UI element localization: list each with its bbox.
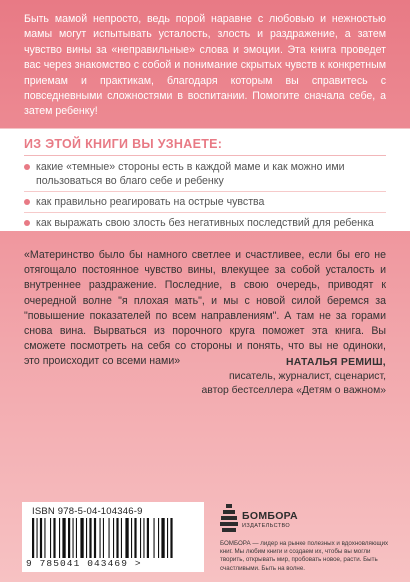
barcode-bar <box>143 518 144 558</box>
learn-title: ИЗ ЭТОЙ КНИГИ ВЫ УЗНАЕТЕ: <box>24 137 223 151</box>
barcode-bar <box>103 518 104 558</box>
barcode-bar <box>140 518 141 558</box>
barcode-bar <box>131 518 132 558</box>
barcode-bar <box>121 518 122 558</box>
barcode-bar <box>113 518 114 558</box>
isbn-text: ISBN 978-5-04-104346-9 <box>32 506 143 517</box>
learn-item-text: как правильно реагировать на острые чувства <box>36 196 265 208</box>
bullet-icon <box>24 164 30 170</box>
quote-paragraph: «Материнство было бы намного светлее и счастливее, если бы его не отягощало постоянное чувство вины, влекущее за собой усталость и внутреннее раздражение. Последние, в свою очередь, приводят к очередной волне "я плохая мать", и мы с новой силой беремся за "повышение показателей по всем направлениям". А там не за горами снова вина. Вырваться из порочного круга поможет эта книга. Вы сможете посмотреть на себя со стороны и понять, что вы не одиноки, это происходит со всеми нами» <box>24 249 386 368</box>
barcode-bar <box>37 518 38 558</box>
barcode-bar <box>116 518 118 558</box>
learn-list <box>24 157 386 233</box>
barcode-bar <box>73 518 74 558</box>
barcode-bar <box>68 518 70 558</box>
barcode-digits: 9 785041 043469 > <box>26 558 142 569</box>
barcode-bar <box>147 518 149 558</box>
barcode-bar <box>109 518 110 558</box>
learn-divider <box>24 155 386 156</box>
learn-item <box>24 213 386 233</box>
bullet-icon <box>24 220 30 226</box>
barcode-bar <box>161 518 164 558</box>
barcode-bar <box>154 518 155 558</box>
learn-item-text: как выражать свою злость без негативных последствий для ребенка <box>36 217 374 229</box>
learn-item <box>24 192 386 213</box>
barcode-bar <box>32 518 34 558</box>
barcode-bar <box>80 518 83 558</box>
author-name: НАТАЛЬЯ РЕМИШ, <box>285 357 386 368</box>
barcode-bar <box>158 518 159 558</box>
barcode-bar <box>40 518 42 558</box>
barcode-bar <box>50 518 51 558</box>
intro-paragraph: Быть мамой непросто, ведь порой наравне с любовью и нежностью мамы могут испытывать усталость, злость и раздражение, а затем чувство вины за «неправильные» слова и эмоции. Эта книга проведет вас через знакомство с собой и понимание скрытых чувств к конкретным приемам и практикам, благодаря которым вы справитесь с повседневными сложностями в воспитании. Помогите сначала себе, а затем ребенку! <box>24 13 386 118</box>
barcode-bar <box>86 518 87 558</box>
learn-panel <box>0 128 410 231</box>
barcode-bars <box>30 518 196 558</box>
barcode-block <box>22 502 204 572</box>
bullet-icon <box>24 199 30 205</box>
barcode-bar <box>94 518 96 558</box>
barcode-bar <box>125 518 128 558</box>
barcode-bar <box>89 518 91 558</box>
barcode-bar <box>59 518 60 558</box>
learn-item-text: какие «темные» стороны есть в каждой маме и как можно ими пользоваться во благо себе и ребенку <box>36 161 345 187</box>
publisher-mark-icon <box>220 504 238 532</box>
barcode-bar <box>100 518 101 558</box>
barcode-bar <box>53 518 55 558</box>
barcode-bar <box>167 518 168 558</box>
publisher-subtitle: ИЗДАТЕЛЬСТВО <box>242 523 291 529</box>
barcode-bar <box>44 518 45 558</box>
author-note: автор бестселлера «Детям о важном» <box>201 385 386 396</box>
barcode-bar <box>134 518 136 558</box>
author-role: писатель, журналист, сценарист, <box>229 371 386 382</box>
learn-item <box>24 157 386 192</box>
barcode-bar <box>62 518 65 558</box>
attribution <box>86 356 386 398</box>
barcode-bar <box>170 518 172 558</box>
publisher-tagline: БОМБОРА — лидер на рынке полезных и вдохновляющих книг. Мы любим книги и создаем их, чтобы вы могли творить, открывать мир, пробовать новое, расти. Быть счастливыми. Быть на волне. <box>220 540 389 572</box>
publisher-name: БОМБОРА <box>242 510 298 522</box>
barcode-bar <box>76 518 77 558</box>
